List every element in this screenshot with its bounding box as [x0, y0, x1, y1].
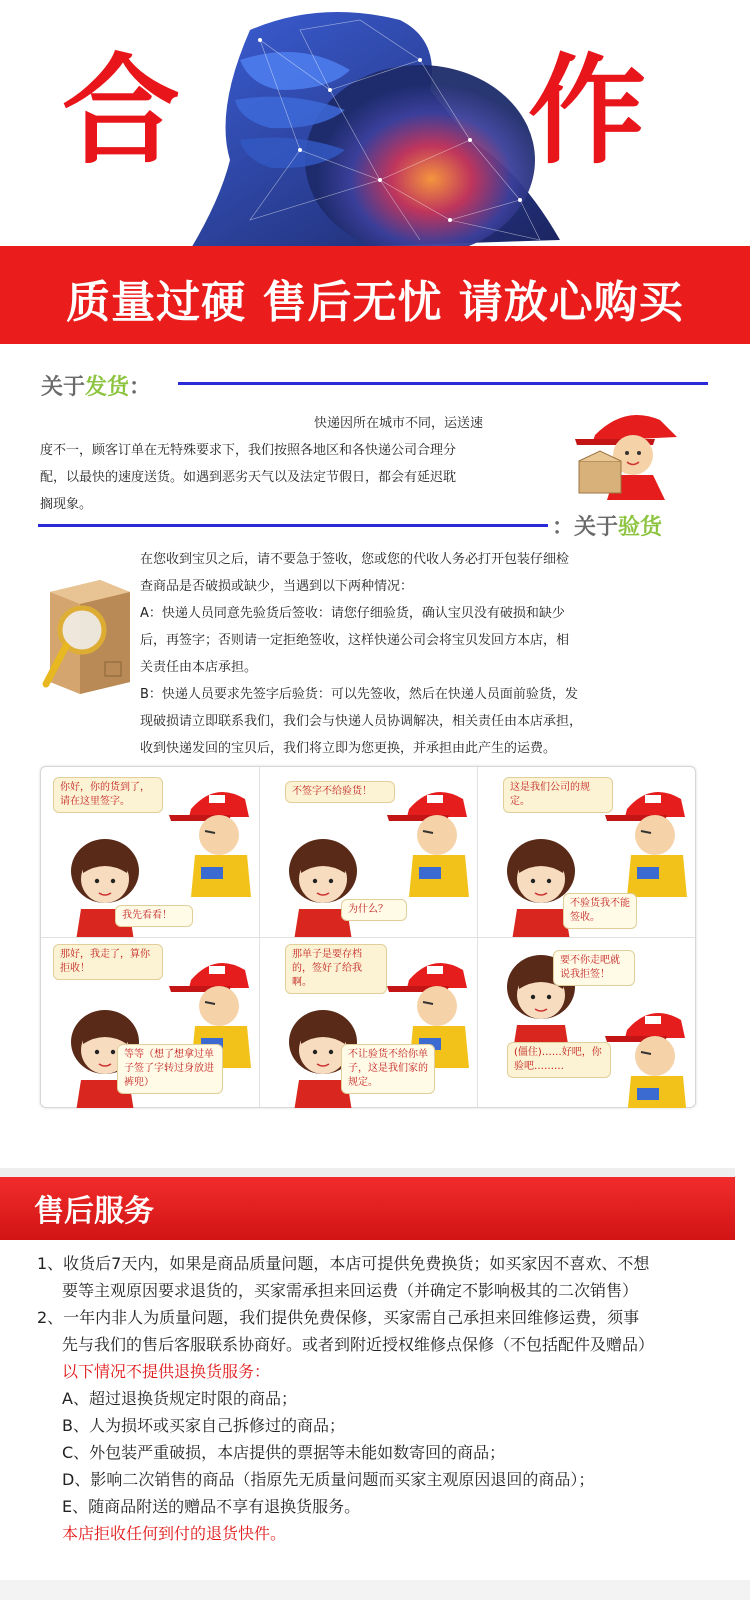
hero-section	[0, 0, 750, 250]
customer-speech-bubble: 为什么？	[341, 899, 407, 921]
inspection-line: 现破损请立即联系我们，我们会与快递人员协调解决，相关责任由本店承担，	[140, 714, 583, 729]
shipping-text	[40, 410, 560, 518]
inspection-title-keyword: 验货	[618, 515, 663, 540]
shipping-line: 搁现象。	[40, 497, 93, 512]
delivery-boy-illustration	[565, 395, 695, 505]
inspection-title-prefix: 关于	[574, 515, 619, 540]
comic-panel	[259, 767, 477, 937]
comic-panel	[477, 767, 695, 937]
customer-speech-bubble: 不验货我不能签收。	[563, 893, 637, 929]
inspection-line: A：快递人员同意先验货后签收：请您仔细验货，确认宝贝没有破损和缺少	[140, 606, 565, 621]
inspection-line: 收到快递发回的宝贝后，我们将立即为您更换，并承担由此产生的运费。	[140, 741, 557, 756]
inspection-text	[140, 546, 700, 762]
shipping-line: 配，以最快的速度送货。如遇到恶劣天气以及法定节假日，都会有延迟耽	[40, 470, 457, 485]
inspection-title	[552, 510, 662, 541]
section-separator	[0, 1168, 735, 1177]
after-sales-line: B、人为损坏或买家自己拆修过的商品；	[62, 1416, 345, 1435]
inspection-line: 关责任由本店承担。	[140, 660, 258, 675]
comic-panel	[41, 938, 259, 1108]
customer-speech-bubble: 要不你走吧就说我拒签！	[553, 950, 635, 986]
after-sales-line: C、外包装严重破损，本店提供的票据等未能如数寄回的商品；	[62, 1443, 506, 1462]
inspection-divider	[38, 524, 548, 527]
inspection-line: 查商品是否破损或缺少，当遇到以下两种情况：	[140, 579, 414, 594]
courier-speech-bubble: 你好，你的货到了，请在这里签字。	[53, 777, 163, 813]
after-sales-cod-notice: 本店拒收任何到付的退货快件。	[62, 1524, 287, 1543]
customer-speech-bubble: 不让验货不给你单子，这是我们家的规定。	[341, 1044, 435, 1094]
courier-speech-bubble: 那单子是要存档的，签好了给我啊。	[285, 944, 387, 994]
courier-speech-bubble: 那好，我走了，算你拒收！	[53, 944, 163, 980]
shipping-title	[41, 370, 151, 401]
after-sales-line: 先与我们的售后客服联系协商好。或者到附近授权维修点保修（不包括配件及赠品）	[62, 1335, 655, 1354]
courier-speech-bubble: 这是我们公司的规定。	[503, 777, 613, 813]
comic-panel	[259, 938, 477, 1108]
comic-panel	[41, 767, 259, 937]
promo-banner-text: 质量过硬 售后无忧 请放心购买	[66, 277, 684, 328]
customer-speech-bubble: 我先看看！	[115, 905, 193, 927]
comic-strip	[40, 766, 696, 1108]
after-sales-exclusions-heading: 以下情况不提供退换货服务：	[62, 1362, 271, 1381]
package-magnifier-illustration	[40, 572, 140, 702]
shipping-title-prefix: 关于	[41, 375, 86, 400]
after-sales-line: A、超过退换货规定时限的商品；	[62, 1389, 297, 1408]
inspection-line: B：快递人员要求先签字后验货：可以先签收，然后在快递人员面前验货，发	[140, 687, 578, 702]
courier-speech-bubble: 不签字不给验货！	[285, 781, 395, 803]
comic-panel	[477, 938, 695, 1108]
shipping-divider	[178, 382, 708, 385]
after-sales-line: D、影响二次销售的商品（指原先无质量问题而买家主观原因退回的商品）；	[62, 1470, 595, 1489]
bottom-footer-strip	[0, 1580, 750, 1600]
inspection-line: 后，再签字；否则请一定拒绝签收，这样快递公司会将宝贝发回方本店，相	[140, 633, 570, 648]
customer-speech-bubble: 等等（想了想拿过单子签了字转过身放进裤兜）	[117, 1044, 223, 1094]
courier-speech-bubble: (僵住)……好吧，你验吧………	[507, 1042, 611, 1078]
hero-character-right: 作	[528, 42, 647, 180]
after-sales-line: 1、收货后7天内，如果是商品质量问题，本店可提供免费换货；如买家因不喜欢、不想	[37, 1254, 650, 1273]
after-sales-line: 2、一年内非人为质量问题，我们提供免费保修，买家需自己承担来回维修运费，须事	[37, 1308, 640, 1327]
hero-character-left: 合	[62, 42, 181, 180]
inspection-title-colon: ：	[552, 515, 575, 540]
after-sales-line: 要等主观原因要求退货的，买家需承担来回运费（并确定不影响极其的二次销售）	[62, 1281, 639, 1300]
shipping-line: 度不一，顾客订单在无特殊要求下，我们按照各地区和各快递公司合理分	[40, 443, 457, 458]
after-sales-title: 售后服务	[34, 1194, 154, 1229]
shipping-title-keyword: 发货	[85, 375, 130, 400]
after-sales-line: E、随商品附送的赠品不享有退换货服务。	[62, 1497, 361, 1516]
shipping-line: 快递因所在城市不同，运送速	[314, 416, 484, 431]
inspection-line: 在您收到宝贝之后，请不要急于签收，您或您的代收人务必打开包装仔细检	[140, 552, 570, 567]
shipping-title-colon: ：	[129, 375, 152, 400]
